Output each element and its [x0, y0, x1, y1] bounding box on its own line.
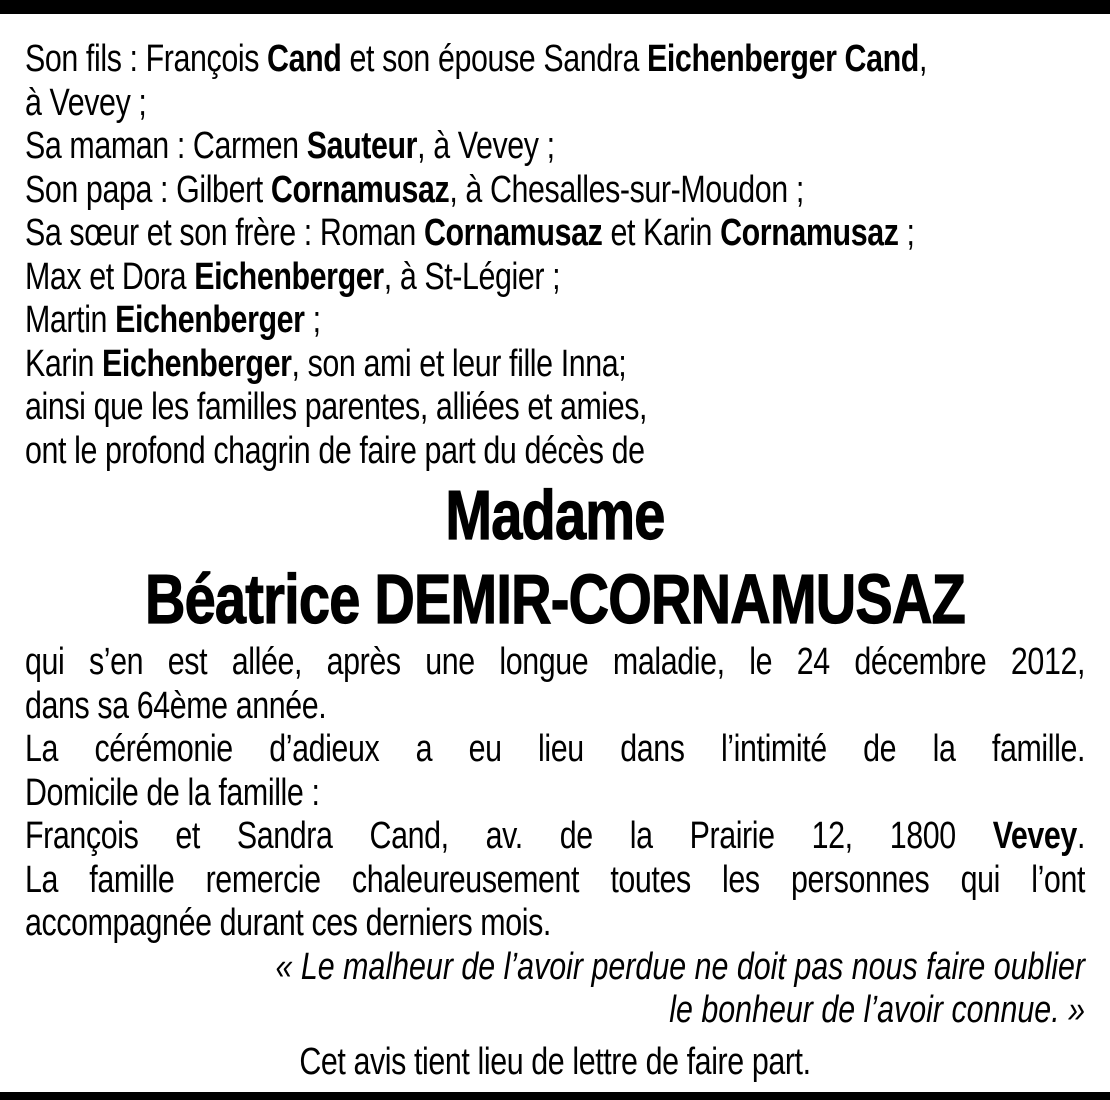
- bottom-border-bar: [0, 1092, 1110, 1100]
- notice-text: et son épouse Sandra: [341, 38, 648, 80]
- family-line: [25, 430, 1085, 474]
- memorial-quote-line-2: le bonheur de l’avoir connue. »: [669, 989, 1085, 1031]
- notice-detail-line: [25, 902, 1085, 946]
- notice-text: Karin: [25, 342, 103, 385]
- family-name-bold: Vevey: [992, 815, 1077, 857]
- notice-text: Max et Dora: [25, 255, 195, 298]
- notice-text: accompagnée durant ces derniers mois.: [25, 902, 551, 944]
- family-line: [25, 386, 1085, 430]
- notice-text: Sa maman : Carmen: [25, 125, 307, 167]
- notice-text: ,: [918, 38, 927, 80]
- family-announcement: [25, 38, 1085, 473]
- deceased-title: Madame: [445, 476, 665, 554]
- notice-detail-line: [25, 728, 1085, 772]
- notice-text: Martin: [25, 299, 116, 341]
- family-name-bold: Eichenberger: [102, 342, 292, 385]
- memorial-quote: [25, 946, 1085, 1033]
- notice-text: ainsi que les familles parentes, alliées et amies,: [25, 386, 648, 428]
- notice-text: François et Sandra Cand, av. de la Prairie 12, 1800: [25, 815, 993, 857]
- notice-text: qui s’en est allée, après une longue maladie, le 24 décembre 2012,: [25, 641, 1085, 683]
- top-border-bar: [0, 0, 1110, 14]
- family-name-bold: Eichenberger Cand: [647, 38, 919, 80]
- notice-detail-line: [25, 859, 1085, 903]
- family-name-bold: Cornamusaz: [270, 168, 450, 211]
- notice-details: [25, 641, 1085, 946]
- family-line: [25, 256, 1085, 300]
- deceased-title-block: [25, 473, 1085, 641]
- notice-text: Domicile de la famille :: [25, 771, 320, 814]
- family-line: [25, 38, 1085, 82]
- notice-text: Sa sœur et son frère : Roman: [25, 212, 424, 254]
- notice-content: [25, 14, 1085, 1084]
- notice-text: Son fils : François: [25, 38, 268, 80]
- family-line: [25, 82, 1085, 126]
- notice-text: .: [1076, 815, 1085, 857]
- notice-text: La cérémonie d’adieux a eu lieu dans l’intimité de la famille.: [25, 728, 1085, 770]
- family-name-bold: Eichenberger: [194, 255, 384, 298]
- family-name-bold: Cornamusaz: [720, 212, 899, 254]
- notice-text: , à St-Légier ;: [383, 255, 561, 298]
- notice-text: ont le profond chagrin de faire part du décès de: [25, 429, 645, 472]
- notice-text: dans sa 64ème année.: [25, 684, 327, 727]
- notice-text: ;: [898, 212, 915, 254]
- family-line: [25, 343, 1085, 387]
- family-line: [25, 169, 1085, 213]
- family-name-bold: Cornamusaz: [423, 212, 603, 254]
- notice-text: à Vevey ;: [25, 81, 147, 124]
- notice-detail-line: [25, 685, 1085, 729]
- notice-detail-line: [25, 815, 1085, 859]
- family-name-bold: Eichenberger: [115, 299, 305, 341]
- family-line: [25, 299, 1085, 343]
- closing-line: Cet avis tient lieu de lettre de faire part.: [299, 1040, 811, 1083]
- family-line: [25, 212, 1085, 256]
- notice-text: , à Chesalles-sur-Moudon ;: [449, 168, 804, 211]
- notice-detail-line: [25, 641, 1085, 685]
- family-name-bold: Cand: [267, 38, 342, 80]
- notice-detail-line: [25, 772, 1085, 816]
- notice-text: , à Vevey ;: [417, 125, 555, 167]
- notice-text: , son ami et leur fille Inna;: [291, 342, 627, 385]
- notice-text: Son papa : Gilbert: [25, 168, 271, 211]
- deceased-name: Béatrice DEMIR-CORNAMUSAZ: [144, 560, 966, 638]
- notice-text: ;: [304, 299, 321, 341]
- notice-text: La famille remercie chaleureusement toutes les personnes qui l’ont: [25, 858, 1085, 901]
- family-name-bold: Sauteur: [306, 125, 418, 167]
- notice-text: et Karin: [602, 212, 721, 254]
- memorial-quote-line-1: « Le malheur de l’avoir perdue ne doit pas nous faire oublier: [275, 945, 1085, 988]
- family-line: [25, 125, 1085, 169]
